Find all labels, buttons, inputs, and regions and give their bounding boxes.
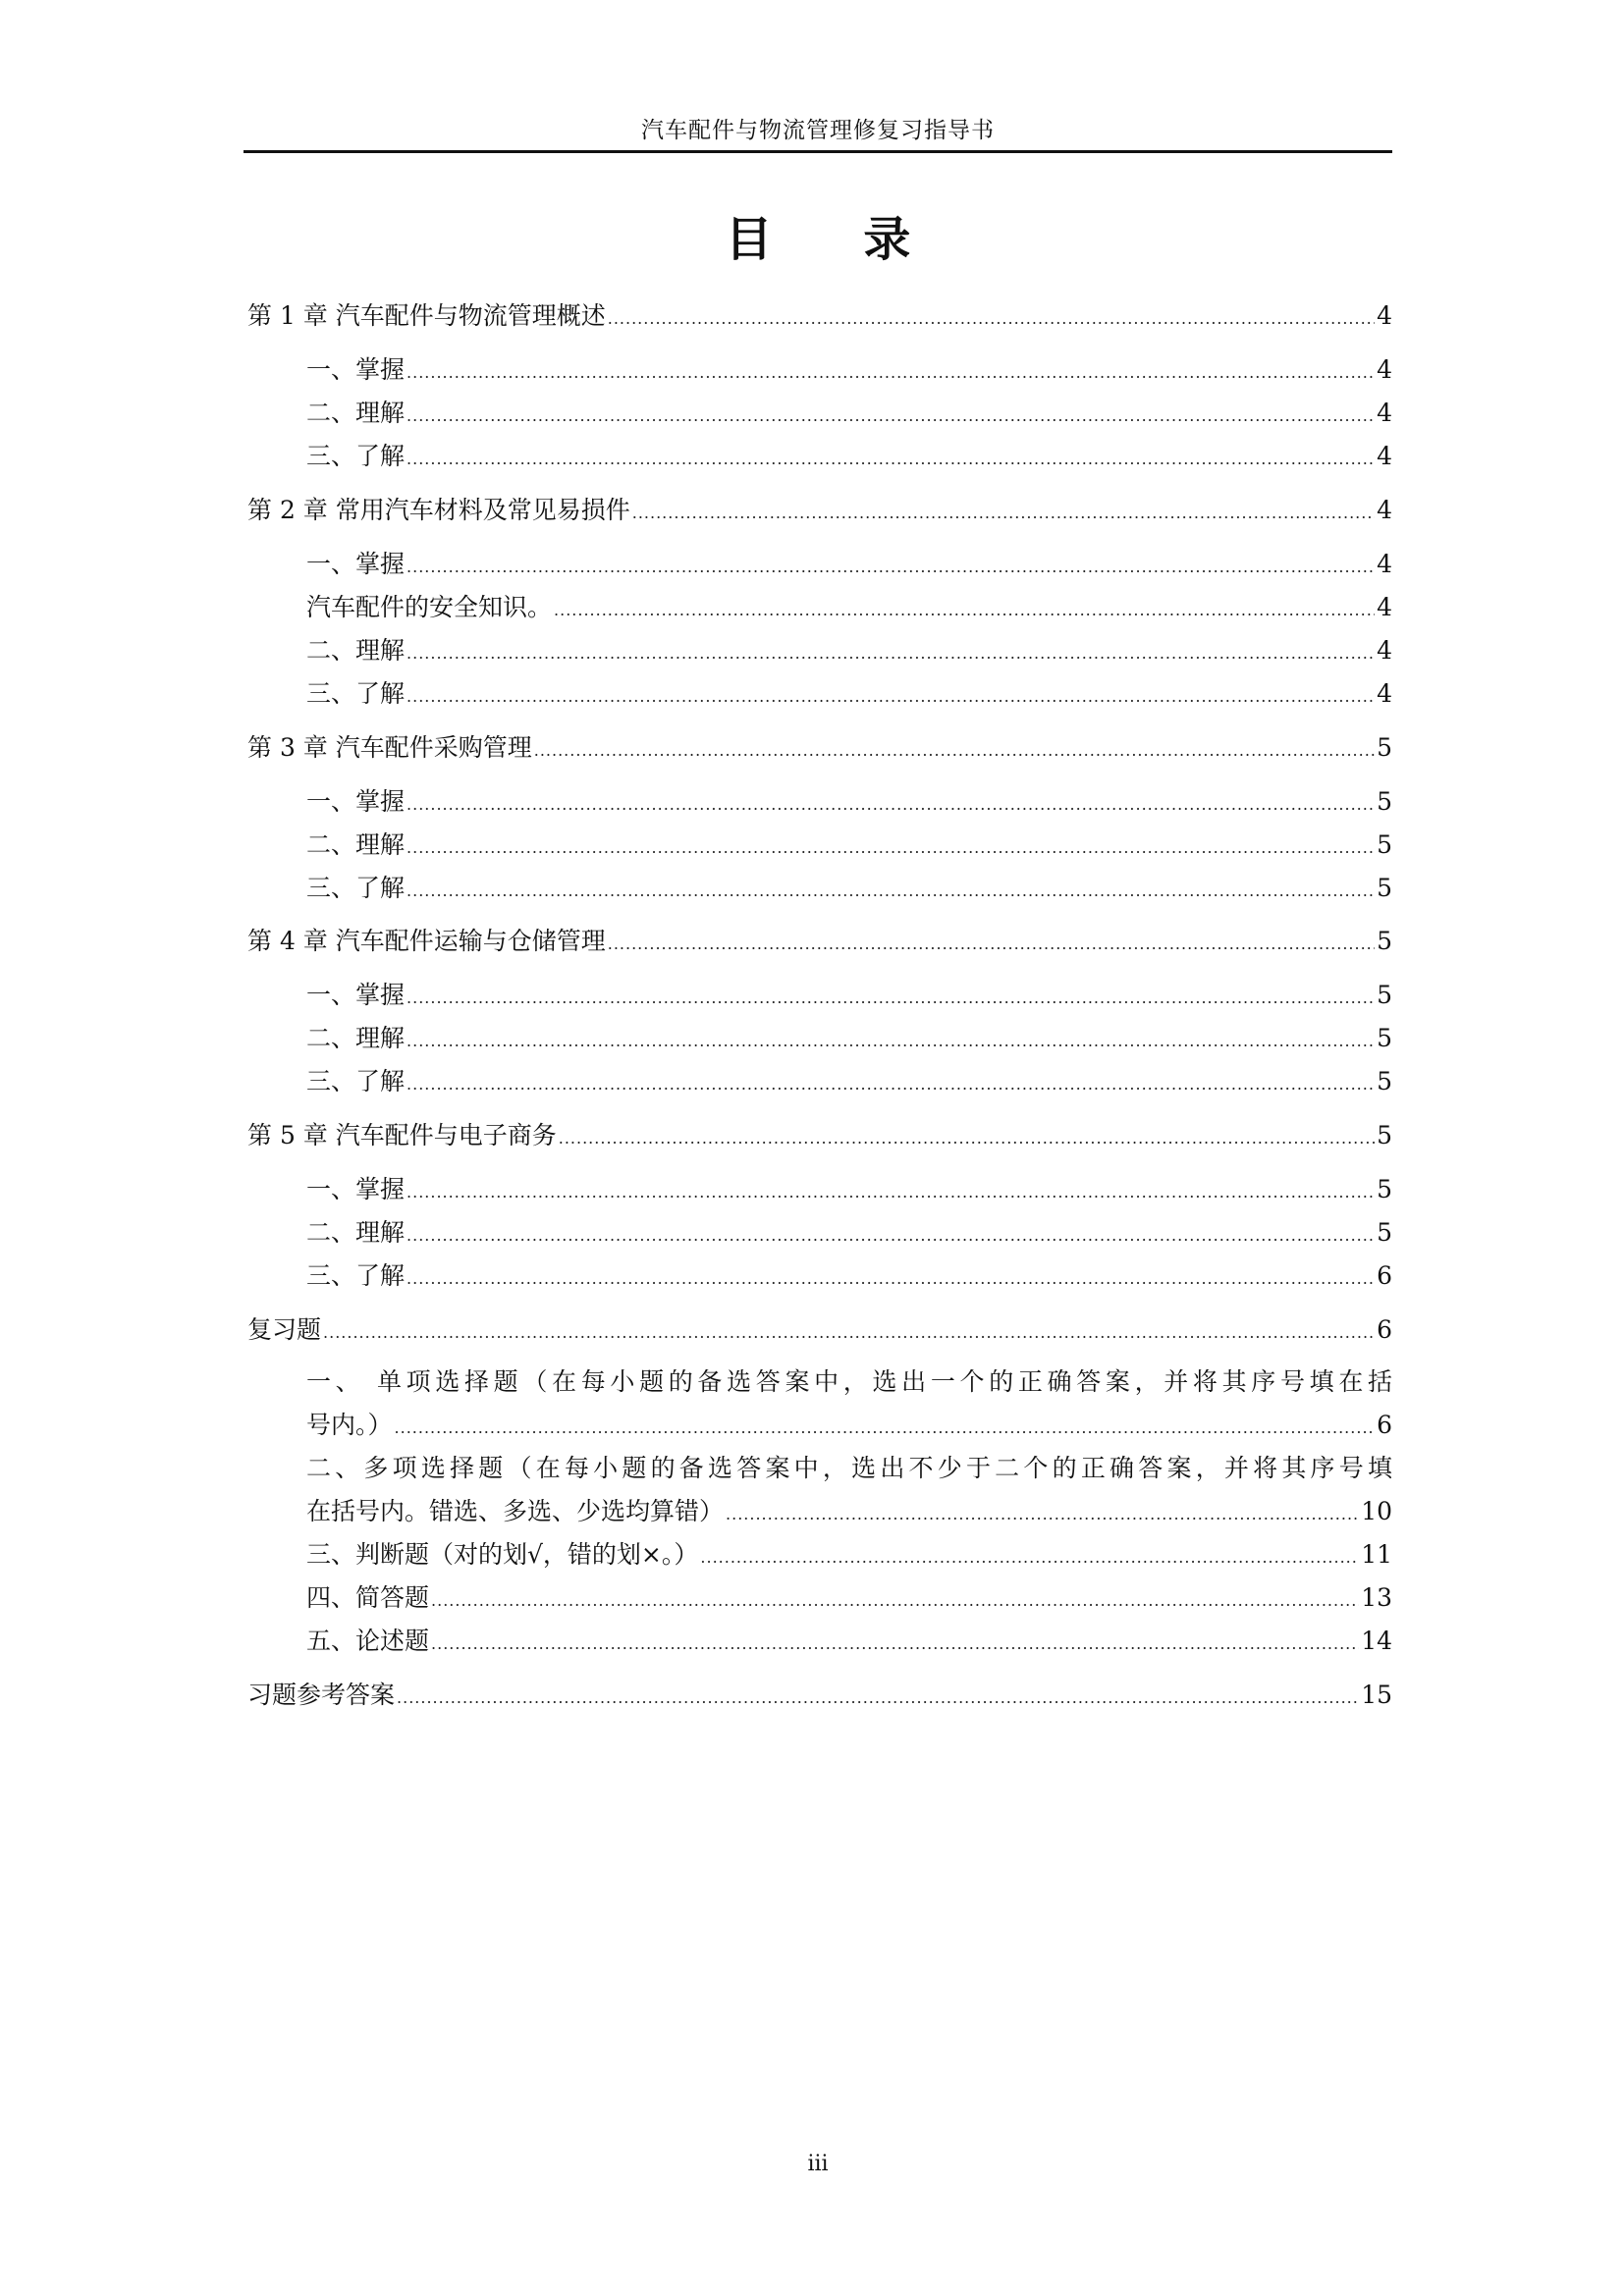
toc-short-answer[interactable] bbox=[306, 1576, 1392, 1623]
toc-page-number: 5 bbox=[1377, 733, 1392, 762]
toc-page-number: 5 bbox=[1377, 927, 1392, 955]
dot-leader bbox=[406, 395, 1375, 438]
toc-entry-label: 二、理解 bbox=[306, 399, 406, 427]
dot-leader bbox=[406, 827, 1375, 870]
dot-leader bbox=[406, 870, 1375, 913]
dot-leader bbox=[632, 492, 1375, 535]
toc-entry-label: 一、掌握 bbox=[306, 981, 406, 1009]
dot-leader bbox=[406, 438, 1375, 481]
toc-entry-label: 一、掌握 bbox=[306, 355, 406, 384]
toc-ch2-safety[interactable] bbox=[306, 586, 1392, 632]
toc-answers[interactable] bbox=[247, 1674, 1392, 1720]
toc-page-number: 11 bbox=[1361, 1540, 1392, 1569]
dot-leader bbox=[406, 783, 1375, 827]
dot-leader bbox=[406, 977, 1375, 1020]
dot-leader bbox=[406, 351, 1375, 395]
toc-ch3-know[interactable] bbox=[306, 867, 1392, 913]
dot-leader bbox=[608, 923, 1375, 966]
toc-page-number: 5 bbox=[1377, 1175, 1392, 1203]
dot-leader bbox=[323, 1311, 1375, 1355]
toc-entry-label: 二、理解 bbox=[306, 830, 406, 859]
toc-ch4-know[interactable] bbox=[306, 1060, 1392, 1106]
toc-entry-label: 三、了解 bbox=[306, 874, 406, 902]
toc-chapter-3[interactable] bbox=[247, 726, 1392, 773]
toc-chapter-1[interactable] bbox=[247, 294, 1392, 341]
page-number: iii bbox=[807, 2152, 829, 2176]
dot-leader bbox=[608, 297, 1375, 341]
dot-leader bbox=[726, 1493, 1359, 1536]
toc-entry-label: 第 2 章 常用汽车材料及常见易损件 bbox=[247, 496, 630, 524]
toc-multi-choice[interactable] bbox=[306, 1490, 1392, 1536]
toc-page-number: 4 bbox=[1377, 636, 1392, 665]
toc-page-number: 5 bbox=[1377, 787, 1392, 816]
toc-page-number: 4 bbox=[1377, 355, 1392, 384]
toc-title-char: 录 bbox=[863, 212, 911, 267]
toc-single-choice-line1[interactable]: 一、 单项选择题（在每小题的备选答案中，选出一个的正确答案，并将其序号填在括 bbox=[306, 1367, 1392, 1396]
dot-leader bbox=[397, 1677, 1359, 1720]
toc-page-number: 5 bbox=[1377, 874, 1392, 902]
toc-entry-label: 一、掌握 bbox=[306, 550, 406, 578]
running-header: 汽车配件与物流管理修复习指导书 bbox=[641, 118, 995, 143]
toc-page-number: 4 bbox=[1377, 496, 1392, 524]
toc-review-questions[interactable] bbox=[247, 1308, 1392, 1355]
toc-ch4-understand[interactable] bbox=[306, 1017, 1392, 1063]
toc-entry-label: 二、理解 bbox=[306, 1024, 406, 1052]
toc-entry-label: 一、掌握 bbox=[306, 787, 406, 816]
toc-page-number: 13 bbox=[1361, 1583, 1392, 1612]
toc-entry-label: 三、了解 bbox=[306, 1261, 406, 1290]
toc-page-number: 4 bbox=[1377, 442, 1392, 470]
toc-entry-label: 第 1 章 汽车配件与物流管理概述 bbox=[247, 301, 606, 330]
toc-entry-label: 五、论述题 bbox=[306, 1627, 430, 1655]
dot-leader bbox=[431, 1623, 1359, 1666]
dot-leader bbox=[700, 1536, 1359, 1579]
toc-entry-label: 号内。） bbox=[306, 1411, 393, 1439]
toc-page-number: 4 bbox=[1377, 593, 1392, 621]
toc-ch2-master[interactable] bbox=[306, 543, 1392, 589]
toc-page-number: 6 bbox=[1377, 1261, 1392, 1290]
toc-single-choice[interactable] bbox=[306, 1404, 1392, 1450]
toc-title-char: 目 bbox=[725, 212, 773, 267]
dot-leader bbox=[406, 1257, 1375, 1301]
toc-page-number: 6 bbox=[1377, 1315, 1392, 1344]
toc-entry-label: 复习题 bbox=[247, 1315, 322, 1344]
toc-ch1-know[interactable] bbox=[306, 435, 1392, 481]
toc-essay[interactable] bbox=[306, 1620, 1392, 1666]
toc-entry-label: 第 4 章 汽车配件运输与仓储管理 bbox=[247, 927, 606, 955]
toc-ch3-master[interactable] bbox=[306, 780, 1392, 827]
dot-leader bbox=[406, 1214, 1375, 1257]
toc-page-number: 5 bbox=[1377, 981, 1392, 1009]
dot-leader bbox=[406, 1063, 1375, 1106]
toc-entry-label: 在括号内。错选、多选、少选均算错） bbox=[306, 1497, 725, 1525]
toc-chapter-5[interactable] bbox=[247, 1114, 1392, 1160]
dot-leader bbox=[395, 1407, 1376, 1450]
toc-ch2-know[interactable] bbox=[306, 672, 1392, 719]
toc-ch1-master[interactable] bbox=[306, 348, 1392, 395]
dot-leader bbox=[431, 1579, 1359, 1623]
toc-true-false[interactable] bbox=[306, 1533, 1392, 1579]
toc-entry-label: 三、了解 bbox=[306, 1067, 406, 1095]
dot-leader bbox=[406, 1020, 1375, 1063]
toc-chapter-4[interactable] bbox=[247, 920, 1392, 966]
toc-page-number: 4 bbox=[1377, 301, 1392, 330]
toc-entry-label: 汽车配件的安全知识。 bbox=[306, 593, 553, 621]
toc-page-number: 4 bbox=[1377, 679, 1392, 708]
toc-ch5-master[interactable] bbox=[306, 1168, 1392, 1214]
dot-leader bbox=[534, 729, 1375, 773]
toc-entry-label: 二、理解 bbox=[306, 1218, 406, 1247]
toc-entry-label: 三、了解 bbox=[306, 442, 406, 470]
toc-entry-label: 三、判断题（对的划√，错的划×。） bbox=[306, 1540, 699, 1569]
toc-entry-label: 习题参考答案 bbox=[247, 1681, 396, 1709]
toc-ch5-know[interactable] bbox=[306, 1255, 1392, 1301]
toc-ch2-understand[interactable] bbox=[306, 629, 1392, 675]
dot-leader bbox=[406, 546, 1375, 589]
toc-page-number: 4 bbox=[1377, 399, 1392, 427]
toc-entry-label: 第 5 章 汽车配件与电子商务 bbox=[247, 1121, 557, 1149]
toc-page-number: 5 bbox=[1377, 1067, 1392, 1095]
toc-entry-label: 三、了解 bbox=[306, 679, 406, 708]
toc-page-number: 5 bbox=[1377, 1218, 1392, 1247]
toc-entry-label: 第 3 章 汽车配件采购管理 bbox=[247, 733, 532, 762]
dot-leader bbox=[554, 589, 1375, 632]
toc-chapter-2[interactable] bbox=[247, 489, 1392, 535]
toc-entry-label: 一、掌握 bbox=[306, 1175, 406, 1203]
toc-entry-label: 二、理解 bbox=[306, 636, 406, 665]
dot-leader bbox=[559, 1117, 1375, 1160]
toc-ch3-understand[interactable] bbox=[306, 824, 1392, 870]
dot-leader bbox=[406, 1171, 1375, 1214]
toc-ch5-understand[interactable] bbox=[306, 1211, 1392, 1257]
toc-page-number: 10 bbox=[1361, 1497, 1392, 1525]
toc-page-number: 6 bbox=[1377, 1411, 1392, 1439]
dot-leader bbox=[406, 632, 1375, 675]
toc-page-number: 14 bbox=[1361, 1627, 1392, 1655]
toc-page-number: 5 bbox=[1377, 1024, 1392, 1052]
toc-page-number: 15 bbox=[1361, 1681, 1392, 1709]
toc-entry-label: 四、简答题 bbox=[306, 1583, 430, 1612]
toc-multi-choice-line1[interactable]: 二、多项选择题（在每小题的备选答案中，选出不少于二个的正确答案，并将其序号填 bbox=[306, 1454, 1392, 1482]
toc-page-number: 5 bbox=[1377, 1121, 1392, 1149]
toc-ch4-master[interactable] bbox=[306, 974, 1392, 1020]
toc-page-number: 4 bbox=[1377, 550, 1392, 578]
dot-leader bbox=[406, 675, 1375, 719]
toc-page-number: 5 bbox=[1377, 830, 1392, 859]
toc-ch1-understand[interactable] bbox=[306, 392, 1392, 438]
